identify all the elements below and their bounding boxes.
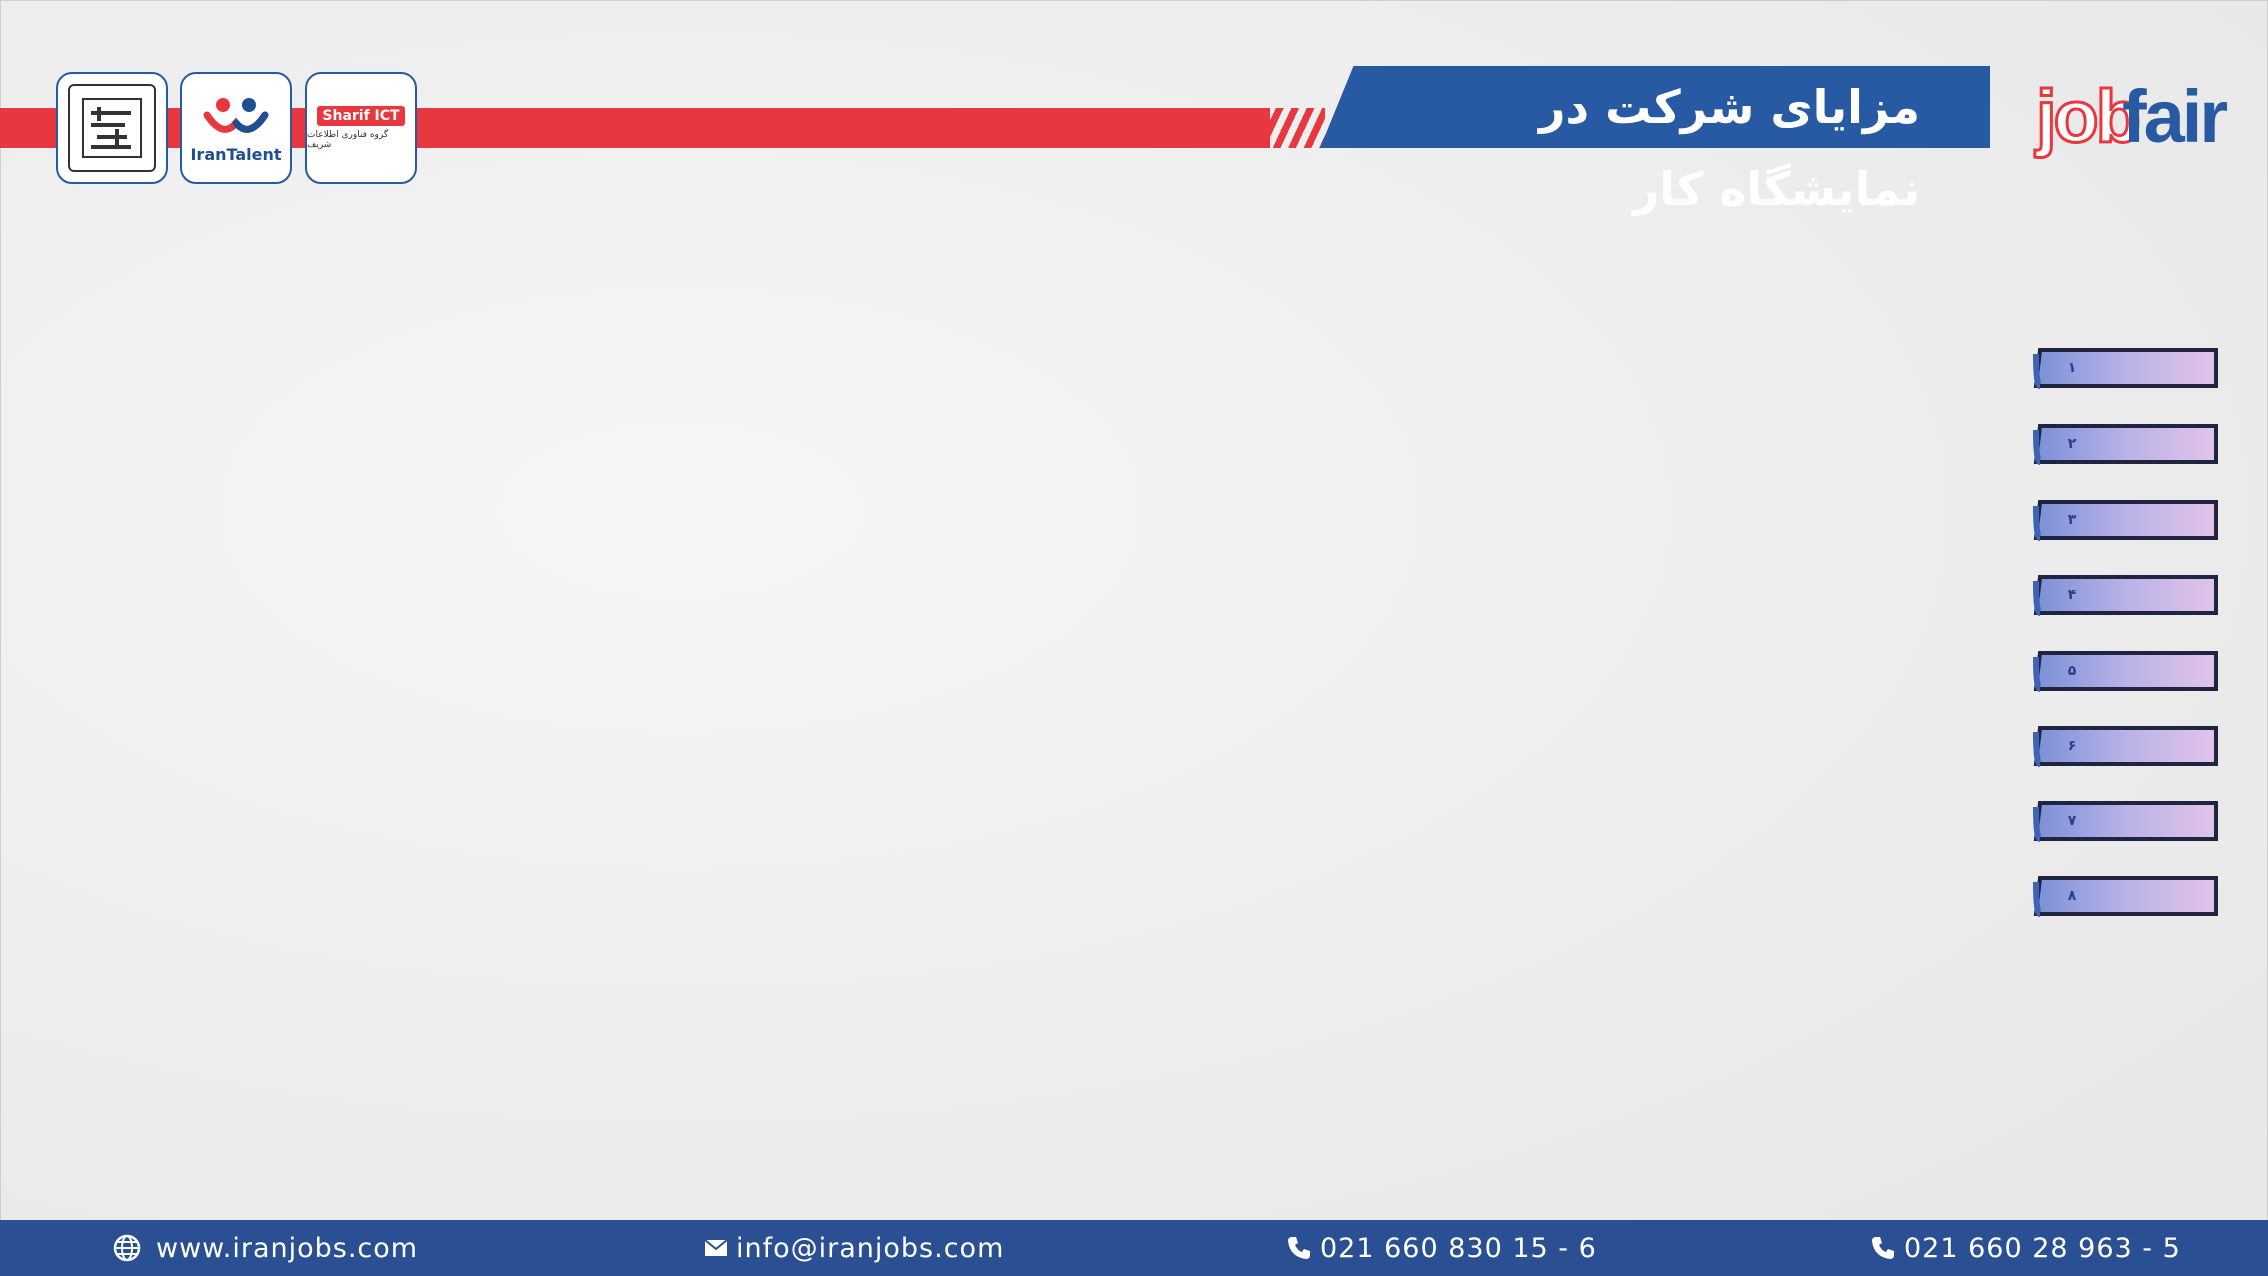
footer-phone-2[interactable] [1870,1220,2181,1276]
number-badge [2032,422,2218,466]
number-badge [2032,498,2218,542]
item-number: ۴ [2067,587,2077,603]
item-number: ۳ [2067,512,2077,528]
phone-icon [1286,1233,1312,1263]
number-badge [2032,724,2218,768]
item-number: ۱ [2067,360,2077,376]
sharif-ict-label: Sharif ICT [317,106,404,126]
number-badge [2032,573,2218,617]
footer-website[interactable] [112,1220,418,1276]
website-text: www.iranjobs.com [156,1232,419,1264]
footer-bar [0,1220,2268,1276]
phone-1-text: 021 660 830 15 - 6 [1320,1232,1597,1264]
number-badge [2032,799,2218,843]
jobfair-logo [2034,60,2226,158]
phone-2-text: 021 660 28 963 - 5 [1904,1232,2181,1264]
sharif-ict-logo [305,72,417,184]
irantalent-people-icon [201,93,271,139]
item-number: ۶ [2067,738,2077,754]
item-number: ۵ [2067,663,2077,679]
irantalent-label: IranTalent [190,144,282,164]
footer-email[interactable] [704,1220,1004,1276]
envelope-icon [704,1233,728,1263]
phone-icon [1870,1233,1896,1263]
university-logo-mark [68,84,156,172]
item-number: ۷ [2067,813,2077,829]
item-number: ۸ [2067,888,2077,904]
university-logo [56,72,168,184]
svg-text:job: job [2036,75,2138,158]
email-text: info@iranjobs.com [736,1232,1005,1264]
page-title: مزایای شرکت در نمایشگاه کار [1539,80,1920,216]
svg-text:fair: fair [2122,75,2226,158]
footer-phone-1[interactable] [1286,1220,1597,1276]
header-stripes [1245,108,1325,148]
number-badge [2032,346,2218,390]
item-number: ۲ [2067,436,2077,452]
sharif-ict-subtitle: گروه فناوری اطلاعات شریف [307,130,389,150]
irantalent-logo [180,72,292,184]
globe-icon [112,1233,142,1263]
number-badge [2032,874,2218,918]
number-badge [2032,649,2218,693]
